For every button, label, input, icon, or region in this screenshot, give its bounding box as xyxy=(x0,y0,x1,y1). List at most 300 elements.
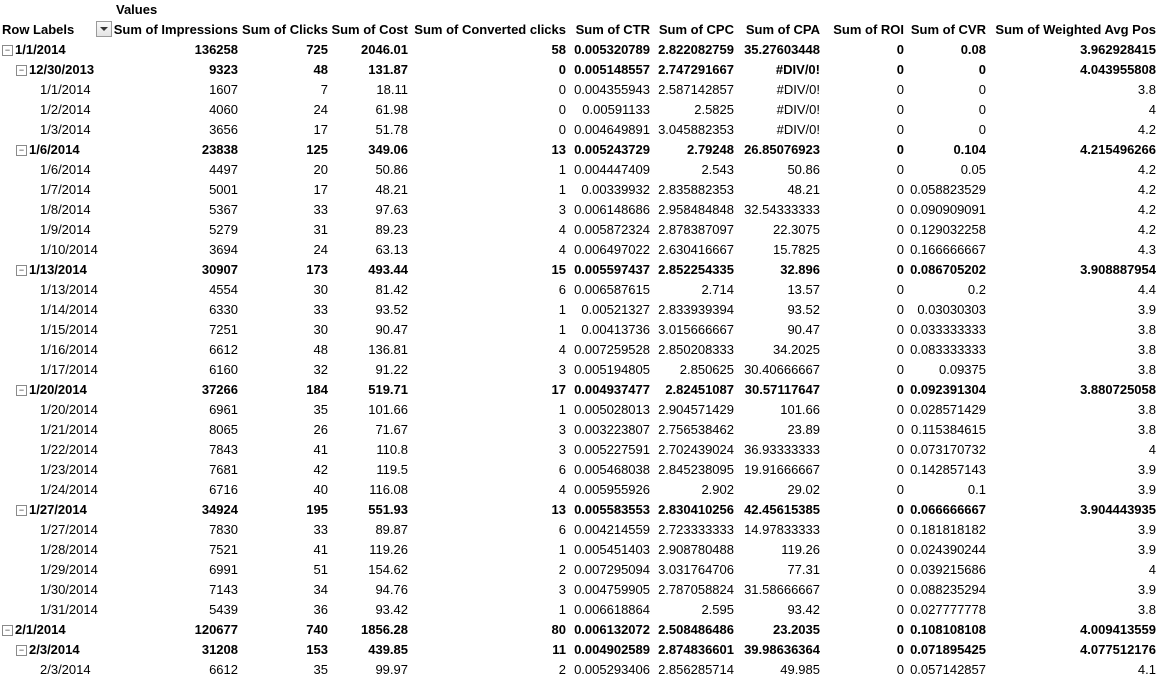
cell-converted-clicks[interactable]: 13 xyxy=(551,142,566,157)
cell-ctr[interactable]: 0.005243729 xyxy=(574,142,650,157)
cell-clicks[interactable]: 24 xyxy=(313,102,328,117)
cell-cost[interactable]: 119.26 xyxy=(369,542,408,557)
cell-converted-clicks[interactable]: 3 xyxy=(558,202,566,217)
cell-ctr[interactable]: 0.003223807 xyxy=(574,422,650,437)
cell-impressions[interactable]: 37266 xyxy=(201,382,238,397)
collapse-toggle-icon[interactable]: − xyxy=(2,45,13,56)
cell-roi[interactable]: 0 xyxy=(896,102,904,117)
cell-clicks[interactable]: 41 xyxy=(313,542,328,557)
table-row[interactable] xyxy=(0,60,1165,80)
cell-ctr[interactable]: 0.004447409 xyxy=(574,162,650,177)
cell-impressions[interactable]: 3656 xyxy=(209,122,238,137)
cell-cvr[interactable]: 0.08 xyxy=(960,42,986,57)
cell-cost[interactable]: 89.23 xyxy=(375,222,408,237)
cell-weighted-avg-pos[interactable]: 3.8 xyxy=(1137,402,1156,417)
cell-cpa[interactable]: 48.21 xyxy=(787,182,820,197)
cell-cpa[interactable]: 49.985 xyxy=(780,662,820,677)
table-row[interactable] xyxy=(0,560,1165,580)
cell-clicks[interactable]: 40 xyxy=(313,482,328,497)
cell-ctr[interactable]: 0.005872324 xyxy=(574,222,650,237)
cell-cvr[interactable]: 0 xyxy=(978,102,986,117)
cell-cost[interactable]: 131.87 xyxy=(368,62,408,77)
cell-weighted-avg-pos[interactable]: 4 xyxy=(1148,102,1156,117)
cell-converted-clicks[interactable]: 1 xyxy=(558,302,566,317)
cell-converted-clicks[interactable]: 3 xyxy=(558,362,566,377)
cell-impressions[interactable]: 1607 xyxy=(209,82,238,97)
cell-clicks[interactable]: 42 xyxy=(313,462,328,477)
cell-cost[interactable]: 136.81 xyxy=(368,342,408,357)
table-row[interactable] xyxy=(0,180,1165,200)
cell-ctr[interactable]: 0.005597437 xyxy=(574,262,650,277)
table-row[interactable] xyxy=(0,640,1165,660)
cell-cpc[interactable]: 2.787058824 xyxy=(658,582,734,597)
cell-cpc[interactable]: 2.856285714 xyxy=(658,662,734,677)
cell-roi[interactable]: 0 xyxy=(896,202,904,217)
collapse-toggle-icon[interactable]: − xyxy=(16,65,27,76)
table-row[interactable] xyxy=(0,660,1165,680)
cell-roi[interactable]: 0 xyxy=(896,142,904,157)
cell-ctr[interactable]: 0.005955926 xyxy=(574,482,650,497)
cell-roi[interactable]: 0 xyxy=(896,242,904,257)
cell-impressions[interactable]: 120677 xyxy=(194,622,238,637)
table-row[interactable] xyxy=(0,580,1165,600)
cell-weighted-avg-pos[interactable]: 3.9 xyxy=(1137,582,1156,597)
cell-cpa[interactable]: 90.47 xyxy=(787,322,820,337)
cell-impressions[interactable]: 3694 xyxy=(209,242,238,257)
cell-cvr[interactable]: 0.181818182 xyxy=(910,522,986,537)
cell-ctr[interactable]: 0.005468038 xyxy=(574,462,650,477)
cell-weighted-avg-pos[interactable]: 4.2 xyxy=(1137,122,1156,137)
table-row[interactable] xyxy=(0,340,1165,360)
cell-roi[interactable]: 0 xyxy=(896,502,904,517)
cell-weighted-avg-pos[interactable]: 4.077512176 xyxy=(1080,642,1156,657)
collapse-toggle-icon[interactable]: − xyxy=(2,625,13,636)
cell-roi[interactable]: 0 xyxy=(896,622,904,637)
cell-cpc[interactable]: 2.756538462 xyxy=(658,422,734,437)
cell-clicks[interactable]: 195 xyxy=(306,502,328,517)
cell-clicks[interactable]: 35 xyxy=(313,402,328,417)
cell-weighted-avg-pos[interactable]: 3.9 xyxy=(1137,542,1156,557)
cell-weighted-avg-pos[interactable]: 4.215496266 xyxy=(1080,142,1156,157)
cell-roi[interactable]: 0 xyxy=(896,522,904,537)
cell-clicks[interactable]: 41 xyxy=(313,442,328,457)
cell-converted-clicks[interactable]: 6 xyxy=(558,522,566,537)
cell-impressions[interactable]: 34924 xyxy=(201,502,238,517)
cell-cpa[interactable]: 77.31 xyxy=(787,562,820,577)
cell-impressions[interactable]: 7681 xyxy=(209,462,238,477)
cell-converted-clicks[interactable]: 4 xyxy=(558,242,566,257)
cell-cvr[interactable]: 0.108108108 xyxy=(910,622,986,637)
cell-weighted-avg-pos[interactable]: 4 xyxy=(1148,562,1156,577)
cell-weighted-avg-pos[interactable]: 4.2 xyxy=(1137,182,1156,197)
cell-impressions[interactable]: 31208 xyxy=(201,642,238,657)
cell-cvr[interactable]: 0.057142857 xyxy=(910,662,986,677)
cell-roi[interactable]: 0 xyxy=(896,122,904,137)
cell-cpa[interactable]: 29.02 xyxy=(787,482,820,497)
cell-impressions[interactable]: 7830 xyxy=(209,522,238,537)
cell-roi[interactable]: 0 xyxy=(896,422,904,437)
cell-cpa[interactable]: 93.42 xyxy=(787,602,820,617)
cell-cpa[interactable]: 32.54333333 xyxy=(744,202,820,217)
cell-cost[interactable]: 116.08 xyxy=(369,482,408,497)
cell-cvr[interactable]: 0.058823529 xyxy=(910,182,986,197)
cell-ctr[interactable]: 0.005320789 xyxy=(574,42,650,57)
cell-cpc[interactable]: 2.508486486 xyxy=(658,622,734,637)
cell-cpc[interactable]: 3.045882353 xyxy=(658,122,734,137)
cell-cpc[interactable]: 2.902 xyxy=(701,482,734,497)
cell-cvr[interactable]: 0.073170732 xyxy=(910,442,986,457)
cell-cvr[interactable]: 0.09375 xyxy=(939,362,986,377)
table-row[interactable] xyxy=(0,260,1165,280)
cell-cpc[interactable]: 2.958484848 xyxy=(658,202,734,217)
cell-weighted-avg-pos[interactable]: 3.9 xyxy=(1137,482,1156,497)
cell-cpa[interactable]: 32.896 xyxy=(780,262,820,277)
table-row[interactable] xyxy=(0,160,1165,180)
cell-cost[interactable]: 2046.01 xyxy=(361,42,408,57)
cell-clicks[interactable]: 48 xyxy=(313,62,328,77)
cell-cpc[interactable]: 2.845238095 xyxy=(658,462,734,477)
table-row[interactable] xyxy=(0,400,1165,420)
cell-weighted-avg-pos[interactable]: 4.1 xyxy=(1137,662,1156,677)
cell-converted-clicks[interactable]: 3 xyxy=(558,582,566,597)
cell-clicks[interactable]: 51 xyxy=(313,562,328,577)
cell-weighted-avg-pos[interactable]: 3.880725058 xyxy=(1080,382,1156,397)
cell-roi[interactable]: 0 xyxy=(896,282,904,297)
cell-impressions[interactable]: 6612 xyxy=(209,662,238,677)
cell-cvr[interactable]: 0.083333333 xyxy=(910,342,986,357)
cell-cpc[interactable]: 2.822082759 xyxy=(658,42,734,57)
cell-clicks[interactable]: 26 xyxy=(313,422,328,437)
cell-roi[interactable]: 0 xyxy=(896,162,904,177)
cell-clicks[interactable]: 153 xyxy=(306,642,328,657)
cell-clicks[interactable]: 31 xyxy=(313,222,328,237)
cell-cvr[interactable]: 0.027777778 xyxy=(910,602,986,617)
table-row[interactable] xyxy=(0,200,1165,220)
table-row[interactable] xyxy=(0,500,1165,520)
cell-cost[interactable]: 439.85 xyxy=(368,642,408,657)
cell-cpa[interactable]: #DIV/0! xyxy=(776,122,820,137)
cell-ctr[interactable]: 0.005194805 xyxy=(574,362,650,377)
cell-ctr[interactable]: 0.005148557 xyxy=(574,62,650,77)
cell-cpc[interactable]: 2.630416667 xyxy=(658,242,734,257)
cell-cpa[interactable]: 50.86 xyxy=(787,162,820,177)
cell-impressions[interactable]: 5439 xyxy=(209,602,238,617)
cell-cpc[interactable]: 2.79248 xyxy=(687,142,734,157)
cell-impressions[interactable]: 30907 xyxy=(201,262,238,277)
cell-converted-clicks[interactable]: 3 xyxy=(558,442,566,457)
cell-weighted-avg-pos[interactable]: 3.8 xyxy=(1137,342,1156,357)
cell-impressions[interactable]: 5367 xyxy=(209,202,238,217)
cell-cost[interactable]: 18.11 xyxy=(376,82,408,97)
cell-weighted-avg-pos[interactable]: 4.2 xyxy=(1137,222,1156,237)
cell-cvr[interactable]: 0.142857143 xyxy=(910,462,986,477)
cell-cpc[interactable]: 2.850208333 xyxy=(658,342,734,357)
cell-cvr[interactable]: 0.033333333 xyxy=(910,322,986,337)
cell-roi[interactable]: 0 xyxy=(896,402,904,417)
cell-converted-clicks[interactable]: 3 xyxy=(558,422,566,437)
cell-impressions[interactable]: 7521 xyxy=(209,542,238,557)
table-row[interactable] xyxy=(0,320,1165,340)
cell-ctr[interactable]: 0.004214559 xyxy=(574,522,650,537)
cell-converted-clicks[interactable]: 2 xyxy=(558,662,566,677)
cell-impressions[interactable]: 136258 xyxy=(194,42,238,57)
cell-cost[interactable]: 99.97 xyxy=(375,662,408,677)
cell-cpa[interactable]: 36.93333333 xyxy=(744,442,820,457)
cell-converted-clicks[interactable]: 11 xyxy=(552,642,566,657)
cell-ctr[interactable]: 0.00413736 xyxy=(581,322,650,337)
cell-converted-clicks[interactable]: 4 xyxy=(558,482,566,497)
cell-cvr[interactable]: 0.03030303 xyxy=(917,302,986,317)
table-row[interactable] xyxy=(0,120,1165,140)
cell-impressions[interactable]: 23838 xyxy=(201,142,238,157)
cell-cpc[interactable]: 2.5825 xyxy=(694,102,734,117)
cell-cpa[interactable]: 101.66 xyxy=(780,402,820,417)
cell-cpc[interactable]: 2.595 xyxy=(701,602,734,617)
cell-cpc[interactable]: 2.723333333 xyxy=(658,522,734,537)
cell-weighted-avg-pos[interactable]: 3.9 xyxy=(1137,462,1156,477)
cell-impressions[interactable]: 8065 xyxy=(209,422,238,437)
collapse-toggle-icon[interactable]: − xyxy=(16,145,27,156)
cell-cost[interactable]: 51.78 xyxy=(375,122,408,137)
cell-converted-clicks[interactable]: 80 xyxy=(551,622,566,637)
cell-clicks[interactable]: 173 xyxy=(306,262,328,277)
cell-cost[interactable]: 93.42 xyxy=(375,602,408,617)
table-row[interactable] xyxy=(0,520,1165,540)
cell-weighted-avg-pos[interactable]: 4.4 xyxy=(1137,282,1156,297)
cell-cost[interactable]: 551.93 xyxy=(368,502,408,517)
cell-cvr[interactable]: 0.086705202 xyxy=(910,262,986,277)
table-row[interactable] xyxy=(0,620,1165,640)
cell-clicks[interactable]: 17 xyxy=(313,122,328,137)
cell-roi[interactable]: 0 xyxy=(896,222,904,237)
cell-converted-clicks[interactable]: 1 xyxy=(558,602,566,617)
cell-cost[interactable]: 63.13 xyxy=(375,242,408,257)
cell-converted-clicks[interactable]: 6 xyxy=(558,462,566,477)
cell-cvr[interactable]: 0.039215686 xyxy=(910,562,986,577)
cell-clicks[interactable]: 725 xyxy=(306,42,328,57)
cell-cpa[interactable]: 19.91666667 xyxy=(744,462,820,477)
cell-impressions[interactable]: 6160 xyxy=(209,362,238,377)
cell-cost[interactable]: 61.98 xyxy=(375,102,408,117)
cell-ctr[interactable]: 0.006587615 xyxy=(574,282,650,297)
cell-ctr[interactable]: 0.007259528 xyxy=(574,342,650,357)
cell-cvr[interactable]: 0.088235294 xyxy=(910,582,986,597)
cell-roi[interactable]: 0 xyxy=(896,482,904,497)
cell-weighted-avg-pos[interactable]: 3.962928415 xyxy=(1080,42,1156,57)
cell-cost[interactable]: 493.44 xyxy=(368,262,408,277)
cell-clicks[interactable]: 35 xyxy=(313,662,328,677)
cell-weighted-avg-pos[interactable]: 4.3 xyxy=(1137,242,1156,257)
table-row[interactable] xyxy=(0,600,1165,620)
cell-roi[interactable]: 0 xyxy=(896,82,904,97)
cell-roi[interactable]: 0 xyxy=(896,642,904,657)
table-row[interactable] xyxy=(0,460,1165,480)
cell-cvr[interactable]: 0.104 xyxy=(953,142,986,157)
cell-clicks[interactable]: 184 xyxy=(306,382,328,397)
cell-ctr[interactable]: 0.00591133 xyxy=(582,102,650,117)
table-row[interactable] xyxy=(0,360,1165,380)
table-row[interactable] xyxy=(0,440,1165,460)
cell-weighted-avg-pos[interactable]: 4 xyxy=(1148,442,1156,457)
cell-clicks[interactable]: 36 xyxy=(313,602,328,617)
cell-clicks[interactable]: 17 xyxy=(313,182,328,197)
cell-roi[interactable]: 0 xyxy=(896,302,904,317)
cell-weighted-avg-pos[interactable]: 3.8 xyxy=(1137,602,1156,617)
cell-weighted-avg-pos[interactable]: 3.904443935 xyxy=(1080,502,1156,517)
cell-ctr[interactable]: 0.005583553 xyxy=(574,502,650,517)
cell-cpa[interactable]: 31.58666667 xyxy=(744,582,820,597)
cell-ctr[interactable]: 0.006148686 xyxy=(574,202,650,217)
cell-ctr[interactable]: 0.004649891 xyxy=(574,122,650,137)
cell-impressions[interactable]: 6612 xyxy=(209,342,238,357)
cell-roi[interactable]: 0 xyxy=(896,382,904,397)
cell-cost[interactable]: 519.71 xyxy=(368,382,408,397)
cell-impressions[interactable]: 4554 xyxy=(209,282,238,297)
cell-ctr[interactable]: 0.004902589 xyxy=(574,642,650,657)
cell-weighted-avg-pos[interactable]: 3.908887954 xyxy=(1080,262,1156,277)
cell-roi[interactable]: 0 xyxy=(896,562,904,577)
cell-roi[interactable]: 0 xyxy=(896,262,904,277)
cell-impressions[interactable]: 4060 xyxy=(209,102,238,117)
cell-ctr[interactable]: 0.005293406 xyxy=(574,662,650,677)
cell-weighted-avg-pos[interactable]: 4.043955808 xyxy=(1080,62,1156,77)
cell-cpa[interactable]: 34.2025 xyxy=(773,342,820,357)
cell-cost[interactable]: 110.8 xyxy=(376,442,408,457)
cell-cpa[interactable]: 30.40666667 xyxy=(744,362,820,377)
cell-converted-clicks[interactable]: 4 xyxy=(558,342,566,357)
cell-weighted-avg-pos[interactable]: 3.8 xyxy=(1137,362,1156,377)
cell-cpa[interactable]: 119.26 xyxy=(781,542,820,557)
cell-cvr[interactable]: 0.166666667 xyxy=(910,242,986,257)
cell-impressions[interactable]: 7143 xyxy=(209,582,238,597)
cell-cost[interactable]: 101.66 xyxy=(368,402,408,417)
table-row[interactable] xyxy=(0,420,1165,440)
table-row[interactable] xyxy=(0,280,1165,300)
cell-cvr[interactable]: 0.028571429 xyxy=(910,402,986,417)
cell-weighted-avg-pos[interactable]: 4.2 xyxy=(1137,162,1156,177)
cell-cost[interactable]: 97.63 xyxy=(375,202,408,217)
cell-cpc[interactable]: 3.031764706 xyxy=(658,562,734,577)
cell-weighted-avg-pos[interactable]: 4.2 xyxy=(1137,202,1156,217)
cell-cpa[interactable]: 26.85076923 xyxy=(744,142,820,157)
cell-converted-clicks[interactable]: 1 xyxy=(558,542,566,557)
collapse-toggle-icon[interactable]: − xyxy=(16,505,27,516)
cell-converted-clicks[interactable]: 0 xyxy=(558,82,566,97)
cell-impressions[interactable]: 6716 xyxy=(209,482,238,497)
table-row[interactable] xyxy=(0,80,1165,100)
cell-ctr[interactable]: 0.004937477 xyxy=(574,382,650,397)
cell-roi[interactable]: 0 xyxy=(896,182,904,197)
cell-converted-clicks[interactable]: 15 xyxy=(551,262,566,277)
cell-converted-clicks[interactable]: 2 xyxy=(558,562,566,577)
cell-cost[interactable]: 94.76 xyxy=(375,582,408,597)
cell-cpc[interactable]: 2.904571429 xyxy=(658,402,734,417)
cell-cpc[interactable]: 2.908780488 xyxy=(658,542,734,557)
cell-cpc[interactable]: 2.747291667 xyxy=(658,62,734,77)
cell-cvr[interactable]: 0.129032258 xyxy=(910,222,986,237)
cell-cpc[interactable]: 2.714 xyxy=(701,282,734,297)
cell-roi[interactable]: 0 xyxy=(896,362,904,377)
cell-cpc[interactable]: 2.830410256 xyxy=(658,502,734,517)
table-row[interactable] xyxy=(0,300,1165,320)
cell-cvr[interactable]: 0.024390244 xyxy=(910,542,986,557)
cell-converted-clicks[interactable]: 1 xyxy=(558,182,566,197)
cell-impressions[interactable]: 7843 xyxy=(209,442,238,457)
cell-cpc[interactable]: 2.833939394 xyxy=(658,302,734,317)
cell-cvr[interactable]: 0.071895425 xyxy=(910,642,986,657)
table-row[interactable] xyxy=(0,140,1165,160)
cell-roi[interactable]: 0 xyxy=(896,62,904,77)
cell-cpa[interactable]: #DIV/0! xyxy=(776,82,820,97)
cell-cvr[interactable]: 0 xyxy=(978,82,986,97)
cell-converted-clicks[interactable]: 1 xyxy=(558,322,566,337)
cell-weighted-avg-pos[interactable]: 3.9 xyxy=(1137,522,1156,537)
table-row[interactable] xyxy=(0,220,1165,240)
cell-clicks[interactable]: 32 xyxy=(313,362,328,377)
cell-cpc[interactable]: 2.702439024 xyxy=(658,442,734,457)
cell-cvr[interactable]: 0.092391304 xyxy=(910,382,986,397)
table-row[interactable] xyxy=(0,480,1165,500)
cell-cvr[interactable]: 0.090909091 xyxy=(910,202,986,217)
cell-cost[interactable]: 119.5 xyxy=(376,462,408,477)
cell-weighted-avg-pos[interactable]: 3.9 xyxy=(1137,302,1156,317)
cell-ctr[interactable]: 0.006618864 xyxy=(574,602,650,617)
cell-cost[interactable]: 48.21 xyxy=(375,182,408,197)
cell-ctr[interactable]: 0.00339932 xyxy=(581,182,650,197)
cell-cpc[interactable]: 3.015666667 xyxy=(658,322,734,337)
cell-cost[interactable]: 91.22 xyxy=(375,362,408,377)
cell-cpc[interactable]: 2.82451087 xyxy=(665,382,734,397)
table-row[interactable] xyxy=(0,540,1165,560)
cell-cost[interactable]: 50.86 xyxy=(375,162,408,177)
cell-clicks[interactable]: 33 xyxy=(313,202,328,217)
cell-impressions[interactable]: 9323 xyxy=(209,62,238,77)
cell-impressions[interactable]: 6991 xyxy=(209,562,238,577)
cell-cpc[interactable]: 2.587142857 xyxy=(658,82,734,97)
cell-cvr[interactable]: 0.066666667 xyxy=(910,502,986,517)
cell-roi[interactable]: 0 xyxy=(896,322,904,337)
cell-impressions[interactable]: 4497 xyxy=(209,162,238,177)
cell-impressions[interactable]: 6961 xyxy=(209,402,238,417)
cell-cpc[interactable]: 2.878387097 xyxy=(658,222,734,237)
table-row[interactable] xyxy=(0,380,1165,400)
cell-roi[interactable]: 0 xyxy=(896,342,904,357)
cell-converted-clicks[interactable]: 1 xyxy=(558,402,566,417)
cell-cost[interactable]: 89.87 xyxy=(375,522,408,537)
cell-cpa[interactable]: 30.57117647 xyxy=(744,382,820,397)
cell-cost[interactable]: 93.52 xyxy=(375,302,408,317)
cell-cost[interactable]: 90.47 xyxy=(375,322,408,337)
cell-cpa[interactable]: 13.57 xyxy=(787,282,820,297)
cell-cvr[interactable]: 0.1 xyxy=(967,482,986,497)
cell-converted-clicks[interactable]: 17 xyxy=(551,382,566,397)
cell-impressions[interactable]: 7251 xyxy=(209,322,238,337)
collapse-toggle-icon[interactable]: − xyxy=(16,645,27,656)
cell-impressions[interactable]: 5001 xyxy=(209,182,238,197)
cell-ctr[interactable]: 0.004759905 xyxy=(574,582,650,597)
cell-cpa[interactable]: 14.97833333 xyxy=(744,522,820,537)
cell-cpc[interactable]: 2.874836601 xyxy=(658,642,734,657)
cell-cpc[interactable]: 2.543 xyxy=(701,162,734,177)
collapse-toggle-icon[interactable]: − xyxy=(16,265,27,276)
cell-weighted-avg-pos[interactable]: 3.8 xyxy=(1137,82,1156,97)
cell-cpa[interactable]: 23.2035 xyxy=(773,622,820,637)
cell-weighted-avg-pos[interactable]: 3.8 xyxy=(1137,322,1156,337)
cell-cvr[interactable]: 0.115384615 xyxy=(911,422,986,437)
cell-clicks[interactable]: 740 xyxy=(306,622,328,637)
cell-converted-clicks[interactable]: 4 xyxy=(558,222,566,237)
cell-clicks[interactable]: 48 xyxy=(313,342,328,357)
